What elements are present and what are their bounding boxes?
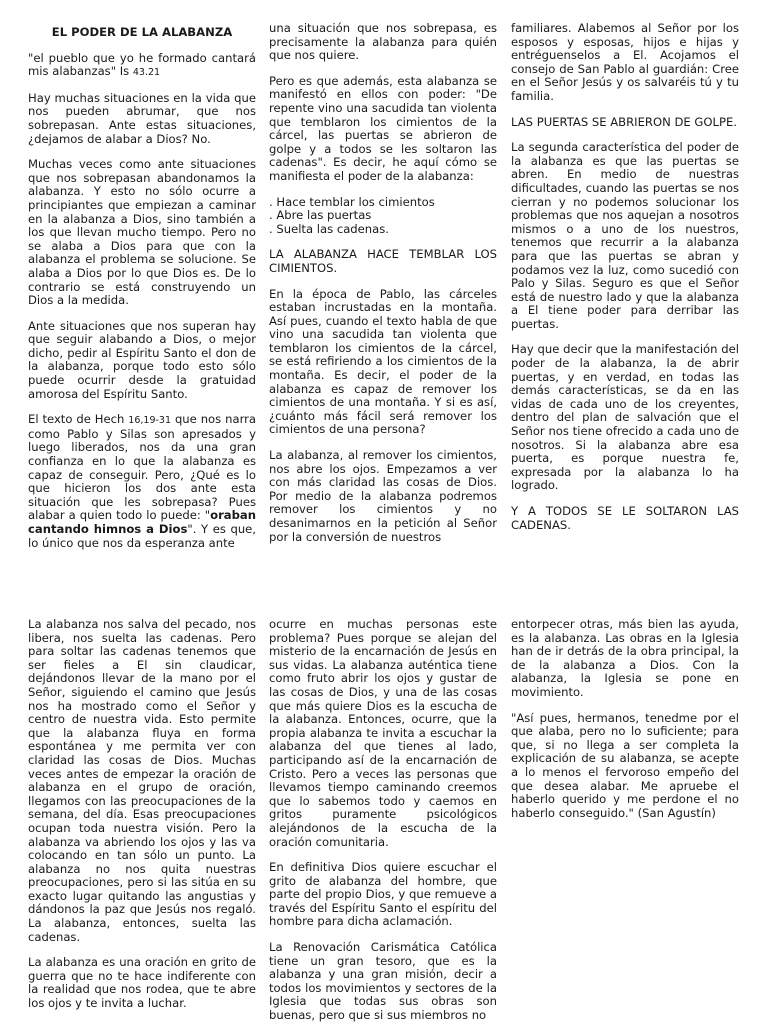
- bullet-list: [269, 196, 497, 237]
- paragraph: En definitiva Dios quiere escuchar el grito de alabanza del hombre, que parte del propio Dios, y que remueve a través del Espíritu Santo el espíritu del hombre para dicha aclamación.: [269, 860, 497, 929]
- list-item: . Hace temblar los cimientos: [269, 194, 435, 209]
- text-run: que nos narra como Pablo y Silas son apresados y luego liberados, nos da una gran confianza en lo que la alabanza es capaz de conseguir. Pero, ¿Qué es lo que hicieron los dos ante esta situación que les sobrepasa? Pues alabar a quien todo lo puede: ": [28, 412, 257, 523]
- paragraph: La alabanza nos salva del pecado, nos libera, nos suelta las cadenas. Pero para soltar las cadenas tenemos que ser fieles a El sin claudicar, dejándonos llevar de la mano por el Señor, siguiendo el camino que Jesús nos ha mostrado como el Señor y centro de nuestra vida. Esto permite que la alabanza fluya en forma espontánea y me permita ver con claridad las cosas de Dios. Muchas veces antes de empezar la oración de alabanza en el grupo de oración, llegamos con las preocupaciones de la semana, del día. Esas preocupaciones ocupan toda nuestra visión. Pero la alabanza va abriendo los ojos y las va colocando en tan sólo un punto. La alabanza no nos quita nuestras preocupaciones, pero si las sitúa en su exacto lugar quitando las angustias y dándonos la paz que Jesús nos regaló. La alabanza, entonces, suelta las cadenas.: [28, 618, 256, 944]
- paragraph: En la época de Pablo, las cárceles estaban incrustadas en la montaña. Así pues, cuando el texto habla de que vino una sacudida tan violenta que temblaron los cimientos de la cárcel, se está refiriendo a los cimientos de la montaña. Es decir, el poder de la alabanza es capaz de remover los cimientos de una montaña. Y si es así, ¿cuánto más fácil será remover los cimientos de una persona?: [269, 286, 497, 437]
- paragraph: Hay muchas situaciones en la vida que nos pueden abrumar, que nos sobrepasan. Ante estas situaciones, ¿dejamos de alabar a Dios? No.: [28, 90, 256, 146]
- paragraph: Muchas veces como ante situaciones que nos sobrepasan abandonamos la alabanza. Y esto no sólo ocurre a principiantes que empiezan a caminar en la alabanza a Dios, sino también a los que llevan mucho tiempo. Pero no se alaba a Dios para que con la alabanza el problema se solucione. Se alaba a Dios por lo que Dios es. De lo contrario se está construyendo un Dios a la medida.: [28, 157, 256, 308]
- quote-reference: 43.21: [132, 67, 161, 79]
- bold-quote: oraban cantando himnos a Dios: [28, 508, 256, 536]
- column-3: [511, 22, 739, 532]
- column-2: [269, 618, 497, 1023]
- quote-text: "el pueblo que yo he formado cantará mis alabanzas" Is: [28, 50, 256, 79]
- column-1: [28, 618, 256, 1011]
- section-heading: LA ALABANZA HACE TEMBLAR LOS CIMIENTOS.: [269, 247, 497, 275]
- paragraph: familiares. Alabemos al Señor por los esposos y esposas, hijos e hijas y entréguenselos a El. Acojamos el consejo de San Pablo al guardián: Cree en el Señor Jesús y os salvaréis tú y tu familia.: [511, 21, 739, 103]
- page-bottom: [0, 618, 768, 1024]
- paragraph: ocurre en muchas personas este problema? Pues porque se alejan del misterio de la encarnación de Jesús en sus vidas. La alabanza auténtica tiene como fruto abrir los ojos y gustar de las cosas de Dios, y una de las cosas que más quiere Dios es la escucha de la alabanza. Entonces, ocurre, que la propia alabanza te invita a escuchar la alabanza del que tienes al lado, participando así de la encarnación de Cristo. Pero a veces las personas que llevamos tiempo caminando creemos que lo sabemos todo y caemos en gritos puramente psicológicos alejándonos de la escucha de la oración comunitaria.: [269, 618, 497, 849]
- paragraph: Pero es que además, esta alabanza se manifestó en ellos con poder: "De repente vino una sacudida tan violenta que temblaron los cimientos de la cárcel, las puertas se abrieron de golpe y a todos se les soltaron las cadenas". Es decir, he aquí cómo se manifiesta el poder de la alabanza:: [269, 73, 497, 183]
- column-3: [511, 618, 739, 820]
- paragraph: una situación que nos sobrepasa, es precisamente la alabanza para quién que nos quiere.: [269, 21, 497, 63]
- list-item: . Abre las puertas: [269, 208, 372, 223]
- paragraph: [28, 413, 256, 550]
- paragraph: La alabanza es una oración en grito de guerra que no te hace indiferente con la realidad que nos rodea, que te abre los ojos y te invita a luchar.: [28, 955, 256, 1011]
- paragraph: La segunda característica del poder de la alabanza es que las puertas se abren. En medio de nuestras dificultades, cuando las puertas se nos cierran y no podemos solucionar los problemas que nos aquejan a nosotros mismos o a uno de los nuestros, tenemos que recurrir a la alabanza para que las puertas se abran y podamos vez la luz, como sucedió con Palo y Silas. Seguro es que el Señor está de nuestro lado y que la alabanza a El tiene poder para derribar las puertas.: [511, 140, 739, 331]
- epigraph-quote: [28, 52, 256, 80]
- column-2: [269, 22, 497, 544]
- page-title: EL PODER DE LA ALABANZA: [51, 25, 233, 39]
- paragraph: entorpecer otras, más bien las ayuda, es la alabanza. Las obras en la Iglesia han de ir detrás de la obra principal, la de la alabanza a Dios. Con la alabanza, la Iglesia se pone en movimiento.: [511, 618, 739, 699]
- paragraph: La Renovación Carismática Católica tiene un gran tesoro, que es la alabanza y una gran misión, decir a todos los movimientos y sectores de la Iglesia que todas sus obras son buenas, pero que si sus miembros no: [269, 940, 497, 1023]
- closing-quote: "Así pues, hermanos, tenedme por el que alaba, pero no lo suficiente; para que, si no llega a ser completa la explicación de su alabanza, se acepte a lo menos el fervoroso empeño del que desea alabar. Me apruebe el haberlo querido y me perdone el no haberlo conseguido." (San Agustín): [511, 710, 739, 820]
- scripture-reference: 16,19-31: [128, 415, 172, 427]
- text-run: ". Y es que, lo único que nos da esperanza ante: [28, 522, 256, 550]
- paragraph: La alabanza, al remover los cimientos, nos abre los ojos. Empezamos a ver con más claridad las cosas de Dios. Por medio de la alabanza podremos remover los cimientos y no desanimarnos en la petición al Señor por la conversión de nuestros: [269, 448, 497, 544]
- text-run: El texto de Hech: [28, 412, 129, 427]
- column-1: [28, 22, 256, 550]
- page-top: [0, 22, 768, 562]
- paragraph: Ante situaciones que nos superan hay que seguir alabando a Dios, o mejor dicho, pedir al Espíritu Santo el don de la alabanza, porque todo esto sólo puede ocurrir desde la gratuidad amorosa del Espíritu Santo.: [28, 318, 256, 401]
- section-heading: LAS PUERTAS SE ABRIERON DE GOLPE.: [511, 114, 737, 129]
- list-item: . Suelta las cadenas.: [269, 221, 389, 236]
- section-heading: Y A TODOS SE LE SOLTARON LAS CADENAS.: [511, 504, 739, 532]
- paragraph: Hay que decir que la manifestación del poder de la alabanza, la de abrir puertas, y en verdad, en todas las demás características, se da en las vidas de cada uno de los creyentes, dentro del plan de salvación que el Señor nos tiene ofrecido a cada uno de nosotros. Si la alabanza abre esa puerta, es porque nuestra fe, expresada por la alabanza lo ha logrado.: [511, 342, 739, 493]
